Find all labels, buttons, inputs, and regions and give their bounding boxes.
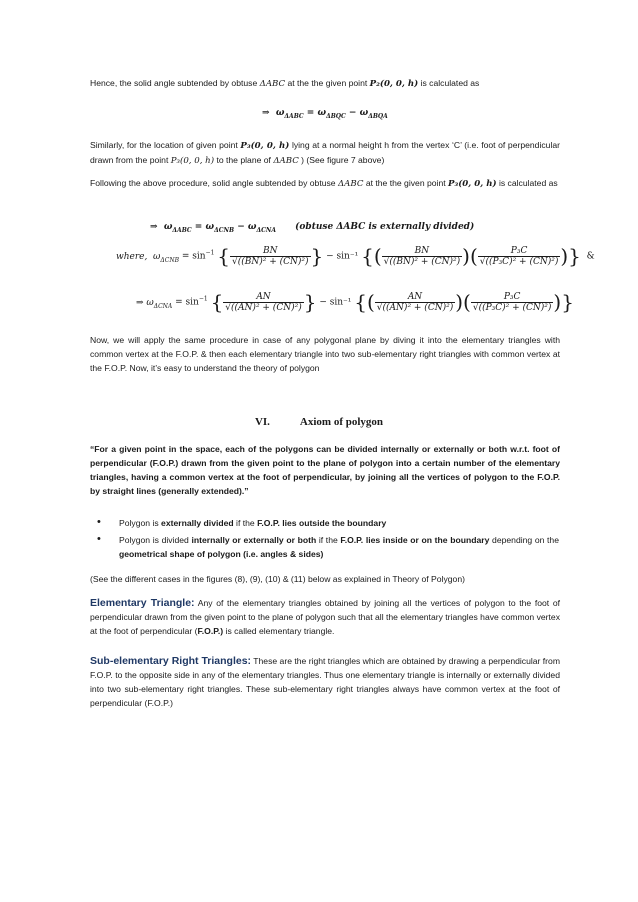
section-title: Axiom of polygon (299, 416, 384, 428)
paragraph-similarly: Similarly, for the location of given point P₃(0, 0, h) lying at a normal height h from the vertex ‘C’ (i.e. foot of perpendicular drawn from the point P₃(0, 0, h) to the plane of ΔABC ) (See figure 7 above) (90, 140, 560, 166)
fraction-bn-2: $\frac{BN}{\text{√((BN)² + (CN)²)}}$ (383, 245, 461, 267)
fraction-p3c-1: $\frac{\text{P₃C}}{\text{√((P₃C)² + (CN)²)}}$ (479, 245, 559, 267)
section-number: VI. (254, 416, 270, 428)
axiom-bullets (107, 516, 559, 564)
equation-1: ⇒ $\omega_{\Delta ABC} = \omega_{\Delta BQC} - \omega_{\Delta BQA}$ (262, 108, 388, 120)
equation-2-note: (obtuse ΔABC is externally divided) (295, 222, 475, 232)
paragraph-intro: Hence, the solid angle subtended by obtuse ΔABC at the the given point P₂(0, 0, h) is calculated as (90, 78, 480, 89)
paragraph-elementary-triangle: Elementary Triangle: Any of the elementary triangles obtained by joining all the vertices of polygon to the foot of perpendicular drawn from the given point to the plane of polygon such that all the elementary triangles have common vertex at the foot of perpendicular (F.O.P.) is called elementary triangle. (90, 597, 560, 636)
paragraph-procedure: Following the above procedure, solid angle subtended by obtuse ΔABC at the the given point P₃(0, 0, h) is calculated as (90, 178, 558, 189)
see-cases-note: (See the different cases in the figures (8), (9), (10) & (11) below as explained in Theory of Polygon) (90, 574, 465, 584)
fraction-an-2: $\frac{AN}{\text{√((AN)² + (CN)²)}}$ (376, 291, 454, 313)
fraction-an-1: $\frac{AN}{\text{√((AN)² + (CN)²)}}$ (225, 291, 302, 313)
axiom-statement: “For a given point in the space, each of the polygons can be divided internally or externally or both w.r.t. foot of perpendicular (F.O.P.) drawn from the given point to the plane of polygon into a certain number of the elementary triangles, having a common vertex at the foot of perpendicular, by joining all the vertices of polygon to the F.O.P. by straight lines (generally extended).” (90, 444, 560, 496)
equation-2: ⇒ $\omega_{\Delta ABC} = \omega_{\Delta CNB} - \omega_{\Delta CNA}$ (obtuse ΔABC is externally divided) (150, 222, 475, 234)
paragraph-apply-procedure: Now, we will apply the same procedure in case of any polygonal plane by diving it into the elementary triangles with common vertex at the F.O.P. & then each elementary triangle into two sub-elementary right triangles with common vertex at the F.O.P. Now, it’s easy to understand the theory of polygon (90, 335, 560, 373)
fraction-bn-1: $\frac{BN}{\text{√((BN)² + (CN)²)}}$ (232, 245, 309, 267)
equation-3: where, $\omega_{\Delta CNB} = \sin^{-1}$ { $\frac{BN}{\text{√((BN)² + (CN)²)}}$ } − sin⁻¹ {( $\frac{BN}{\text{√((BN)² + (CN)²)}}$ )( $\frac{\text{P₃C}}{\text{√((P₃C)² + (CN)²)}}$ )} & (116, 244, 595, 268)
heading-sub-elementary: Sub-elementary Right Triangles: (90, 655, 252, 667)
list-item: • Polygon is divided internally or externally or both if the F.O.P. lies inside or on the boundary depending on the geometrical shape of polygon (i.e. angles & sides) (107, 533, 559, 561)
heading-elementary-triangle: Elementary Triangle: (90, 597, 195, 609)
equation-4: ⇒ $\omega_{\Delta CNA} = \sin^{-1}$ { $\frac{AN}{\text{√((AN)² + (CN)²)}}$ } − sin⁻¹ {( $\frac{AN}{\text{√((AN)² + (CN)²)}}$ )( $\frac{\text{P₃C}}{\text{√((P₃C)² + (CN)²)}}$ )} (136, 290, 574, 314)
section-heading (0, 416, 638, 428)
list-item: • Polygon is externally divided if the F.O.P. lies outside the boundary (107, 516, 559, 530)
paragraph-sub-elementary: Sub-elementary Right Triangles: These are the right triangles which are obtained by drawing a perpendicular from F.O.P. to the opposite side in any of the elementary triangles. Thus one elementary triangle is internally or externally divided into two sub-elementary right triangles. These sub-elementary right triangles always have common vertex at the foot of perpendicular (F.O.P.) (90, 655, 560, 708)
fraction-p3c-2: $\frac{\text{P₃C}}{\text{√((P₃C)² + (CN)²)}}$ (472, 291, 552, 313)
